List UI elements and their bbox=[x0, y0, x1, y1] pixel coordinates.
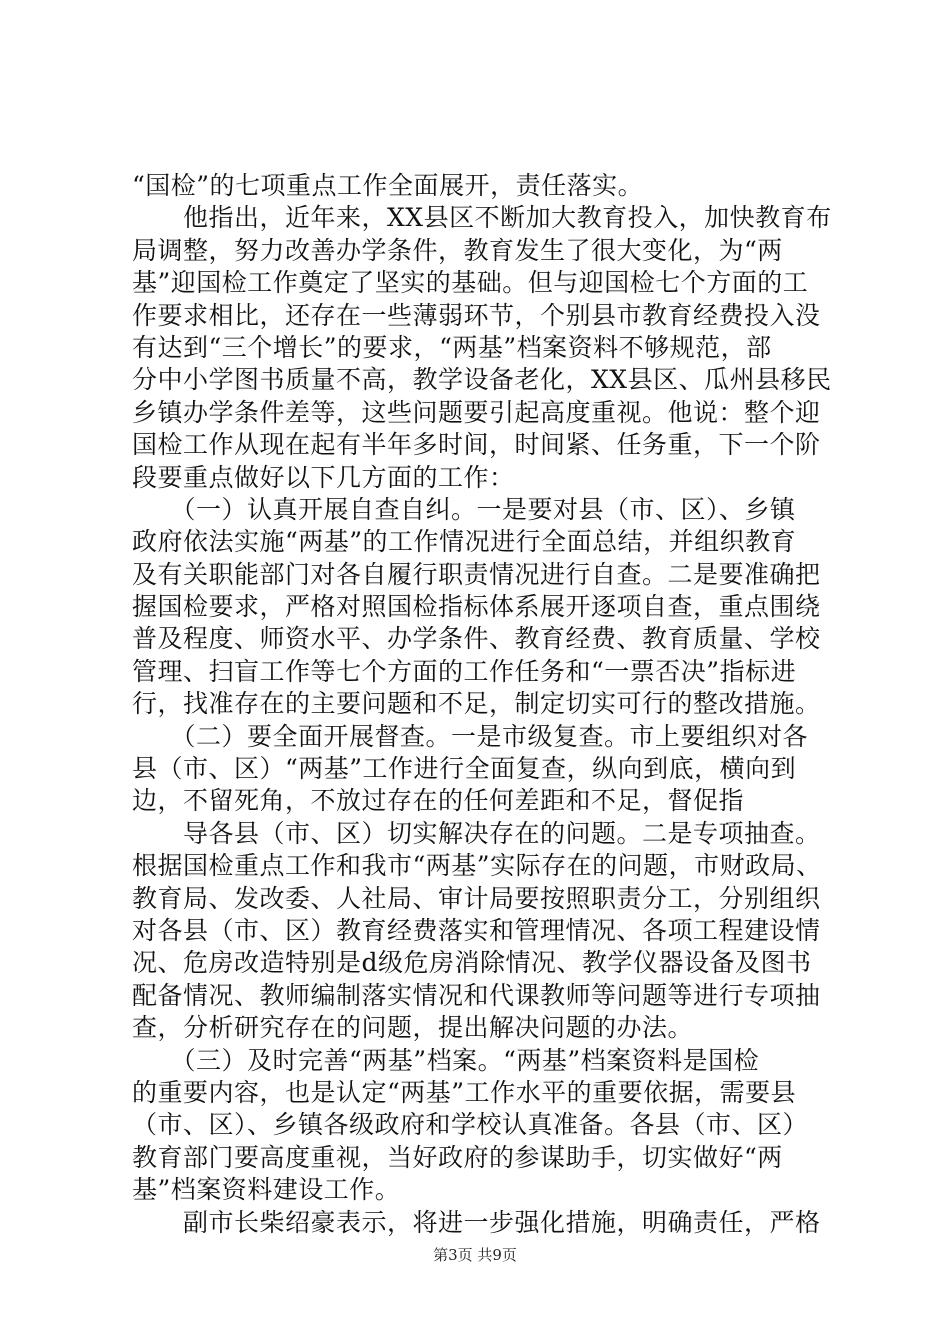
text-line: （一）认真开展自查自纠。一是要对县（市、区）、乡镇 bbox=[132, 494, 796, 524]
text-line: 县（市、区）“两基”工作进行全面复查，纵向到底，横向到 bbox=[132, 754, 797, 784]
text-line: 段要重点做好以下几方面的工作： bbox=[132, 462, 515, 492]
text-line: 教育局、发改委、人社局、审计局要按照职责分工，分别组织 bbox=[132, 883, 821, 913]
text-line: 副市长柴绍豪表示，将进一步强化措施，明确责任，严格 bbox=[132, 1207, 821, 1237]
text-line: 配备情况、教师编制落实情况和代课教师等问题等进行专项抽 bbox=[132, 980, 821, 1010]
text-line: 国检工作从现在起有半年多时间，时间紧、任务重，下一个阶 bbox=[132, 430, 821, 460]
text-line: 查，分析研究存在的问题，提出解决问题的办法。 bbox=[132, 1013, 694, 1043]
text-line: 基”迎国检工作奠定了坚实的基础。但与迎国检七个方面的工 bbox=[132, 268, 809, 298]
text-line: 边，不留死角，不放过存在的任何差距和不足，督促指 bbox=[132, 786, 745, 816]
text-line: 教育部门要高度重视，当好政府的参谋助手，切实做好“两 bbox=[132, 1142, 783, 1172]
text-line: （市、区）、乡镇各级政府和学校认真准备。各县（市、区） bbox=[132, 1110, 809, 1140]
text-line: 对各县（市、区）教育经费落实和管理情况、各项工程建设情 bbox=[132, 915, 821, 945]
text-line: 作要求相比，还存在一些薄弱环节，个别县市教育经费投入没 bbox=[132, 300, 821, 330]
text-line: 基”档案资料建设工作。 bbox=[132, 1175, 401, 1205]
text-line: （二）要全面开展督查。一是市级复查。市上要组织对各 bbox=[132, 721, 809, 751]
text-line: 管理、扫盲工作等七个方面的工作任务和“一票否决”指标进 bbox=[132, 656, 797, 686]
text-line: 根据国检重点工作和我市“两基”实际存在的问题，市财政局、 bbox=[132, 851, 822, 881]
text-line: 乡镇办学条件差等，这些问题要引起高度重视。他说：整个迎 bbox=[132, 397, 821, 427]
text-line: 导各县（市、区）切实解决存在的问题。二是专项抽查。 bbox=[132, 818, 821, 848]
text-line: 分中小学图书质量不高，教学设备老化，XX县区、瓜州县移民 bbox=[132, 365, 832, 395]
text-line: （三）及时完善“两基”档案。“两基”档案资料是国检 bbox=[132, 1045, 760, 1075]
body-text bbox=[132, 170, 832, 1239]
page-footer: 第3页 共9页 bbox=[433, 1246, 517, 1264]
text-line: 的重要内容，也是认定“两基”工作水平的重要依据，需要县 bbox=[132, 1077, 797, 1107]
text-line: 他指出，近年来，XX县区不断加大教育投入，加快教育布 bbox=[132, 203, 832, 233]
text-line: “国检”的七项重点工作全面展开，责任落实。 bbox=[132, 171, 644, 200]
text-line: 行，找准存在的主要问题和不足，制定切实可行的整改措施。 bbox=[132, 689, 821, 719]
text-line: 及有关职能部门对各自履行职责情况进行自查。二是要准确把 bbox=[132, 559, 821, 589]
text-line: 政府依法实施“两基”的工作情况进行全面总结，并组织教育 bbox=[132, 527, 797, 557]
text-line: 况、危房改造特别是d级危房消除情况、教学仪器设备及图书 bbox=[132, 948, 812, 978]
text-line: 局调整，努力改善办学条件，教育发生了很大变化，为“两 bbox=[132, 235, 783, 265]
text-line: 普及程度、师资水平、办学条件、教育经费、教育质量、学校 bbox=[132, 624, 821, 654]
text-line: 有达到“三个增长”的要求，“两基”档案资料不够规范，部 bbox=[132, 332, 772, 362]
text-line: 握国检要求，严格对照国检指标体系展开逐项自查，重点围绕 bbox=[132, 592, 821, 622]
